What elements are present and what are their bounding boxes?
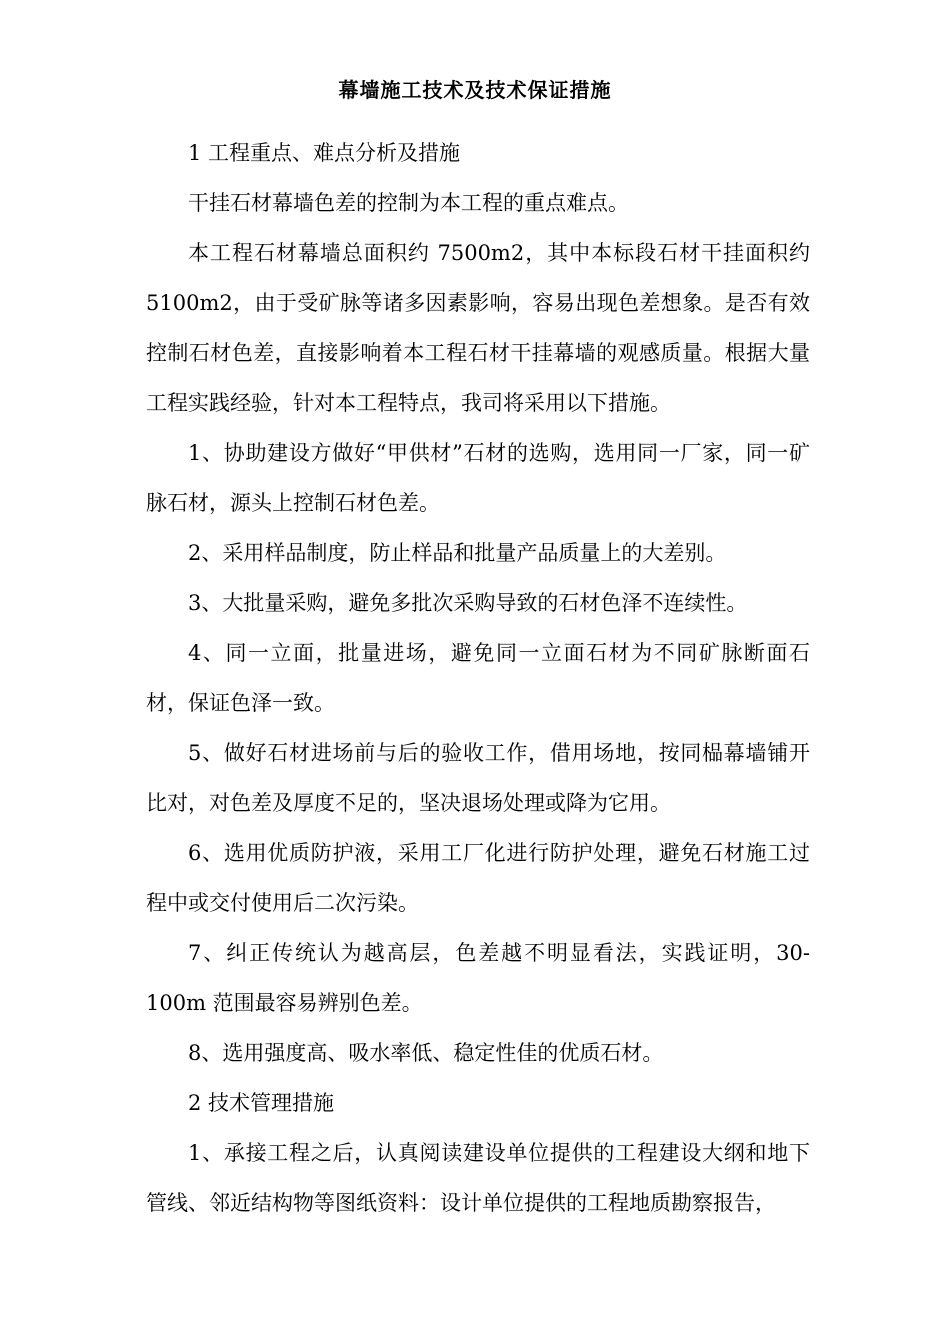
list-item: 7、纠正传统认为越高层，色差越不明显看法，实践证明，30-100m 范围最容易辨别色差。 <box>146 941 810 1015</box>
list-item: 2、采用样品制度，防止样品和批量产品质量上的大差别。 <box>188 541 727 565</box>
list-item: 6、选用优质防护液，采用工厂化进行防护处理，避免石材施工过程中或交付使用后二次污染。 <box>146 841 810 915</box>
document-body <box>146 128 810 1228</box>
list-item: 1、协助建设方做好“甲供材”石材的选购，选用同一厂家，同一矿脉石材，源头上控制石材色差。 <box>146 441 810 515</box>
paragraph: 本工程石材幕墙总面积约 7500m2，其中本标段石材干挂面积约 5100m2，由于受矿脉等诸多因素影响，容易出现色差想象。是否有效控制石材色差，直接影响着本工程石材干挂幕墙的观感质量。根据大量工程实践经验，针对本工程特点，我司将采用以下措施。 <box>146 241 810 415</box>
list-item: 1、承接工程之后，认真阅读建设单位提供的工程建设大纲和地下管线、邻近结构物等图纸资料：设计单位提供的工程地质勘察报告， <box>146 1141 810 1215</box>
list-item: 8、选用强度高、吸水率低、稳定性佳的优质石材。 <box>188 1041 664 1065</box>
list-item: 3、大批量采购，避免多批次采购导致的石材色泽不连续性。 <box>188 591 748 615</box>
section-heading-2: 2 技术管理措施 <box>188 1091 335 1115</box>
document-title: 幕墙施工技术及技术保证措施 <box>338 78 612 102</box>
list-item: 5、做好石材进场前与后的验收工作，借用场地，按同榀幕墙铺开比对，对色差及厚度不足的，坚决退场处理或降为它用。 <box>146 741 810 815</box>
section-heading-1: 1 工程重点、难点分析及措施 <box>188 141 461 165</box>
list-item: 4、同一立面，批量进场，避免同一立面石材为不同矿脉断面石材，保证色泽一致。 <box>146 641 810 715</box>
paragraph: 干挂石材幕墙色差的控制为本工程的重点难点。 <box>188 191 629 215</box>
